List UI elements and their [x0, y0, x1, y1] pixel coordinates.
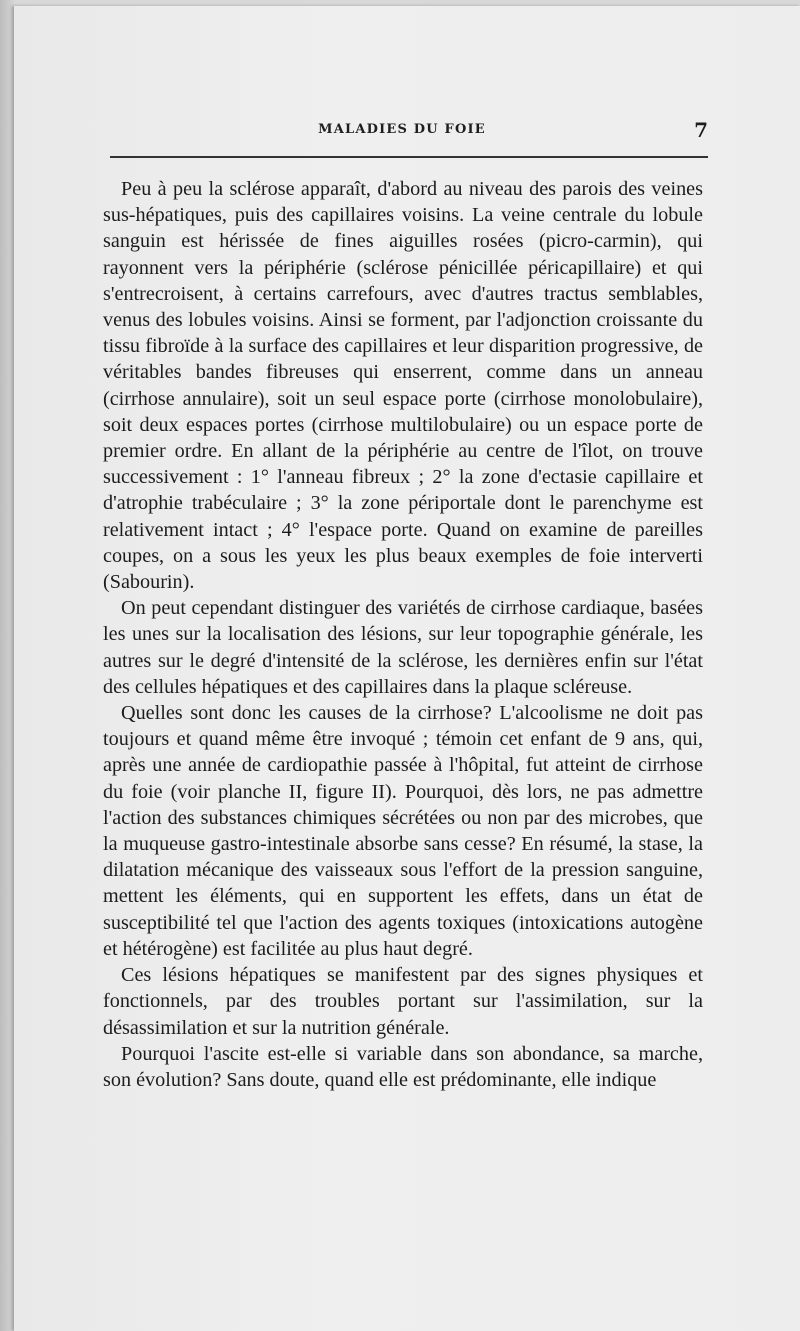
paragraph: On peut cependant distinguer des variétés de cirrhose cardiaque, basées les unes sur la localisation des lésions, sur leur topographie générale, les autres sur le degré d'intensité de la sclérose, les dernières enfin sur l'état des cellules hépatiques et des capillaires dans la plaque scléreuse.: [103, 597, 703, 698]
running-header: [96, 118, 708, 146]
body-text: [103, 176, 703, 1093]
paragraph: Quelles sont donc les causes de la cirrhose? L'alcoolisme ne doit pas toujours et quand même être invoqué ; témoin cet enfant de 9 ans, qui, après une année de cardiopathie passée à l'hôpital, fut atteint de cirrhose du foie (voir planche II, figure II). Pourquoi, dès lors, ne pas admettre l'action des substances chimiques sécrétées ou non par des microbes, que la muqueuse gastro-intestinale absorbe sans cesse? En résumé, la stase, la dilatation mécanique des vaisseaux sous l'effort de la pression sanguine, mettent les éléments, qui en supportent les effets, dans un état de susceptibilité tel que l'action des agents toxiques (intoxications autogène et hétérogène) est facilitée au plus haut degré.: [103, 702, 703, 960]
running-title: MALADIES DU FOIE: [318, 122, 486, 137]
page-left-edge: [0, 0, 14, 1331]
paragraph: Pourquoi l'ascite est-elle si variable dans son abondance, sa marche, son évolution? Sans doute, quand elle est prédominante, elle indique: [103, 1042, 703, 1091]
paragraph: Ces lésions hépatiques se manifestent par des signes physiques et fonctionnels, par des troubles portant sur l'assimilation, sur la désassimilation et sur la nutrition générale.: [103, 964, 703, 1039]
page-number: 7: [694, 118, 708, 142]
paragraph: Peu à peu la sclérose apparaît, d'abord au niveau des parois des veines sus-hépatiques, puis des capillaires voisins. La veine centrale du lobule sanguin est hérissée de fines aiguilles rosées (picro-carmin), qui rayonnent vers la périphérie (sclérose pénicillée péricapillaire) et qui s'entrecroisent, à certains carrefours, avec d'autres tractus semblables, venus des lobules voisins. Ainsi se forment, par l'adjonction croissante du tissu fibroïde à la surface des capillaires et leur disparition progressive, de véritables bandes fibreuses qui enserrent, comme dans un anneau (cirrhose annulaire), soit un seul espace porte (cirrhose monolobulaire), soit deux espaces portes (cirrhose multilobulaire) ou un espace porte de premier ordre. En allant de la périphérie au centre de l'îlot, on trouve successivement : 1° l'anneau fibreux ; 2° la zone d'ectasie capillaire et d'atrophie trabéculaire ; 3° la zone périportale dont le parenchyme est relativement intact ; 4° l'espace porte. Quand on examine de pareilles coupes, on a sous les yeux les plus beaux exemples de foie interverti (Sabourin).: [103, 178, 703, 594]
header-rule: [110, 156, 708, 158]
